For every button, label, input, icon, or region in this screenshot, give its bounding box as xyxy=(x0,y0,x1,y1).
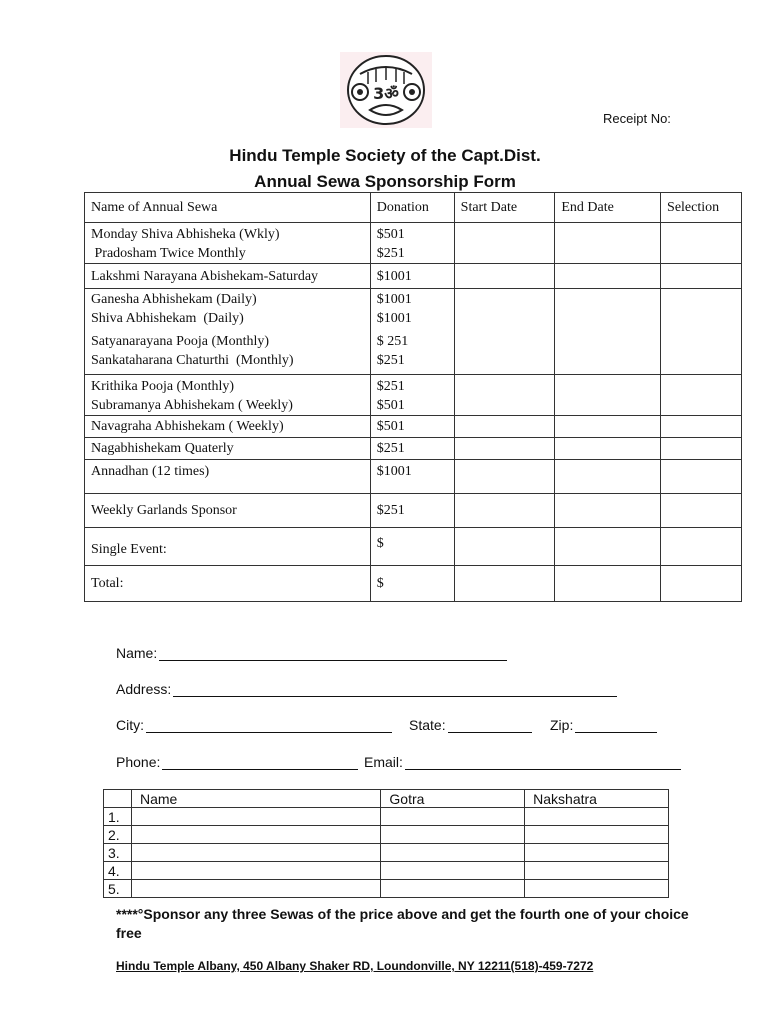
state-input[interactable] xyxy=(448,718,532,733)
table-row xyxy=(104,808,669,826)
sewa-name: Ganesha Abhishekam (Daily) xyxy=(91,292,257,307)
table-row xyxy=(104,862,669,880)
table-row xyxy=(85,264,742,289)
selection-cell[interactable] xyxy=(661,494,742,528)
address-input[interactable] xyxy=(173,682,617,697)
devotee-name-cell[interactable] xyxy=(131,862,380,880)
receipt-number-label: Receipt No: xyxy=(603,111,671,126)
start-date-cell[interactable] xyxy=(454,264,555,289)
donation-amount: $251 xyxy=(376,379,405,394)
temple-logo xyxy=(340,52,432,128)
column-header: Selection xyxy=(661,193,742,223)
end-date-cell[interactable] xyxy=(555,438,661,460)
name-input[interactable] xyxy=(159,646,507,661)
state-label: State: xyxy=(409,717,446,733)
gotra-cell[interactable] xyxy=(381,844,525,862)
city-field xyxy=(116,717,392,733)
start-date-cell[interactable] xyxy=(454,494,555,528)
total-amount[interactable]: $ xyxy=(376,576,384,591)
row-number: 5. xyxy=(104,880,132,898)
column-header: Start Date xyxy=(454,193,555,223)
sewa-name: Pradosham Twice Monthly xyxy=(91,246,246,261)
start-date-cell[interactable] xyxy=(454,566,555,602)
sewa-name: Nagabhishekam Quaterly xyxy=(91,441,234,456)
selection-cell[interactable] xyxy=(661,528,742,566)
table-row xyxy=(85,494,742,528)
devotee-name-cell[interactable] xyxy=(131,880,380,898)
end-date-cell[interactable] xyxy=(555,494,661,528)
name-field xyxy=(116,645,507,661)
devotee-table-header xyxy=(104,790,669,808)
phone-input[interactable] xyxy=(162,755,358,770)
table-row xyxy=(85,528,742,566)
phone-field xyxy=(116,754,358,770)
end-date-cell[interactable] xyxy=(555,566,661,602)
column-header: Gotra xyxy=(381,790,525,808)
end-date-cell[interactable] xyxy=(555,416,661,438)
selection-cell[interactable] xyxy=(661,416,742,438)
devotee-name-cell[interactable] xyxy=(131,844,380,862)
column-header: End Date xyxy=(555,193,661,223)
state-field xyxy=(409,717,532,733)
sewa-name: Monday Shiva Abhisheka (Wkly) xyxy=(91,227,280,242)
donation-amount: $251 xyxy=(376,353,405,368)
nakshatra-cell[interactable] xyxy=(525,826,669,844)
svg-text:3ॐ: 3ॐ xyxy=(373,84,399,103)
sewa-name: Navagraha Abhishekam ( Weekly) xyxy=(91,419,284,434)
sewa-name: Krithika Pooja (Monthly) xyxy=(91,379,235,394)
start-date-cell[interactable] xyxy=(454,438,555,460)
sewa-name: Subramanya Abhishekam ( Weekly) xyxy=(91,398,293,413)
column-header: Donation xyxy=(370,193,454,223)
table-row xyxy=(85,460,742,494)
gotra-cell[interactable] xyxy=(381,862,525,880)
gotra-cell[interactable] xyxy=(381,808,525,826)
table-row xyxy=(85,375,742,416)
column-header: Name xyxy=(131,790,380,808)
single-event-amount[interactable]: $ xyxy=(376,536,384,551)
nakshatra-cell[interactable] xyxy=(525,844,669,862)
selection-cell[interactable] xyxy=(661,223,742,264)
donation-amount: $501 xyxy=(376,398,405,413)
start-date-cell[interactable] xyxy=(454,416,555,438)
donation-amount: $501 xyxy=(376,227,405,242)
selection-cell[interactable] xyxy=(661,264,742,289)
phone-label: Phone: xyxy=(116,754,161,770)
nakshatra-cell[interactable] xyxy=(525,880,669,898)
society-title: Hindu Temple Society of the Capt.Dist. xyxy=(229,146,541,165)
gotra-cell[interactable] xyxy=(381,826,525,844)
end-date-cell[interactable] xyxy=(555,289,661,375)
donation-amount: $251 xyxy=(376,246,405,261)
gotra-cell[interactable] xyxy=(381,880,525,898)
city-label: City: xyxy=(116,717,144,733)
sewa-table-header xyxy=(85,193,742,223)
devotee-name-cell[interactable] xyxy=(131,826,380,844)
table-row xyxy=(104,826,669,844)
table-row xyxy=(85,223,742,264)
donation-amount: $251 xyxy=(376,441,405,456)
start-date-cell[interactable] xyxy=(454,460,555,494)
donation-amount: $ 251 xyxy=(376,334,409,349)
start-date-cell[interactable] xyxy=(454,375,555,416)
end-date-cell[interactable] xyxy=(555,264,661,289)
city-input[interactable] xyxy=(146,718,392,733)
sewa-name: Weekly Garlands Sponsor xyxy=(91,503,237,518)
sewa-name: Satyanarayana Pooja (Monthly) xyxy=(91,334,270,349)
donation-amount: $1001 xyxy=(376,292,412,307)
end-date-cell[interactable] xyxy=(555,375,661,416)
name-label: Name: xyxy=(116,645,158,661)
donation-amount: $1001 xyxy=(376,268,412,284)
sewa-name: Shiva Abhishekam (Daily) xyxy=(91,311,244,326)
donation-amount: $501 xyxy=(376,419,405,434)
row-number: 1. xyxy=(104,808,132,826)
email-input[interactable] xyxy=(405,755,681,770)
selection-cell[interactable] xyxy=(661,289,742,375)
nakshatra-cell[interactable] xyxy=(525,808,669,826)
email-field xyxy=(364,754,681,770)
table-row xyxy=(85,416,742,438)
table-row xyxy=(85,566,742,602)
total-label: Total: xyxy=(91,576,124,591)
table-row xyxy=(85,438,742,460)
row-number: 2. xyxy=(104,826,132,844)
row-number: 3. xyxy=(104,844,132,862)
donation-amount: $1001 xyxy=(376,311,412,326)
sewa-table xyxy=(84,192,742,602)
temple-emblem-icon xyxy=(340,52,432,128)
devotee-table xyxy=(103,789,669,898)
donation-amount: $1001 xyxy=(376,464,412,479)
address-field xyxy=(116,681,617,697)
sewa-name: Sankataharana Chaturthi (Monthly) xyxy=(91,353,294,368)
table-row xyxy=(104,880,669,898)
nakshatra-cell[interactable] xyxy=(525,862,669,880)
selection-cell[interactable] xyxy=(661,460,742,494)
column-header: Nakshatra xyxy=(525,790,669,808)
end-date-cell[interactable] xyxy=(555,528,661,566)
table-row xyxy=(85,289,742,375)
selection-cell[interactable] xyxy=(661,375,742,416)
sewa-name: Lakshmi Narayana Abishekam-Saturday xyxy=(91,268,319,284)
address-label: Address: xyxy=(116,681,172,697)
start-date-cell[interactable] xyxy=(454,223,555,264)
zip-field xyxy=(550,717,657,733)
sewa-name: Annadhan (12 times) xyxy=(91,464,210,479)
donation-amount: $251 xyxy=(376,503,405,518)
zip-input[interactable] xyxy=(575,718,657,733)
zip-label: Zip: xyxy=(550,717,574,733)
form-title: Annual Sewa Sponsorship Form xyxy=(254,172,516,191)
column-header: Name of Annual Sewa xyxy=(85,193,371,223)
row-number: 4. xyxy=(104,862,132,880)
start-date-cell[interactable] xyxy=(454,289,555,375)
selection-cell[interactable] xyxy=(661,438,742,460)
start-date-cell[interactable] xyxy=(454,528,555,566)
selection-cell[interactable] xyxy=(661,566,742,602)
email-label: Email: xyxy=(364,754,403,770)
end-date-cell[interactable] xyxy=(555,460,661,494)
sponsorship-offer-note: ****°Sponsor any three Sewas of the price above and get the fourth one of your choice free xyxy=(116,906,689,941)
table-row xyxy=(104,844,669,862)
devotee-name-cell[interactable] xyxy=(131,808,380,826)
single-event-label: Single Event: xyxy=(91,542,167,557)
temple-address-footer: Hindu Temple Albany, 450 Albany Shaker RD, Loundonville, NY 12211(518)-459-7272 xyxy=(116,959,594,973)
end-date-cell[interactable] xyxy=(555,223,661,264)
